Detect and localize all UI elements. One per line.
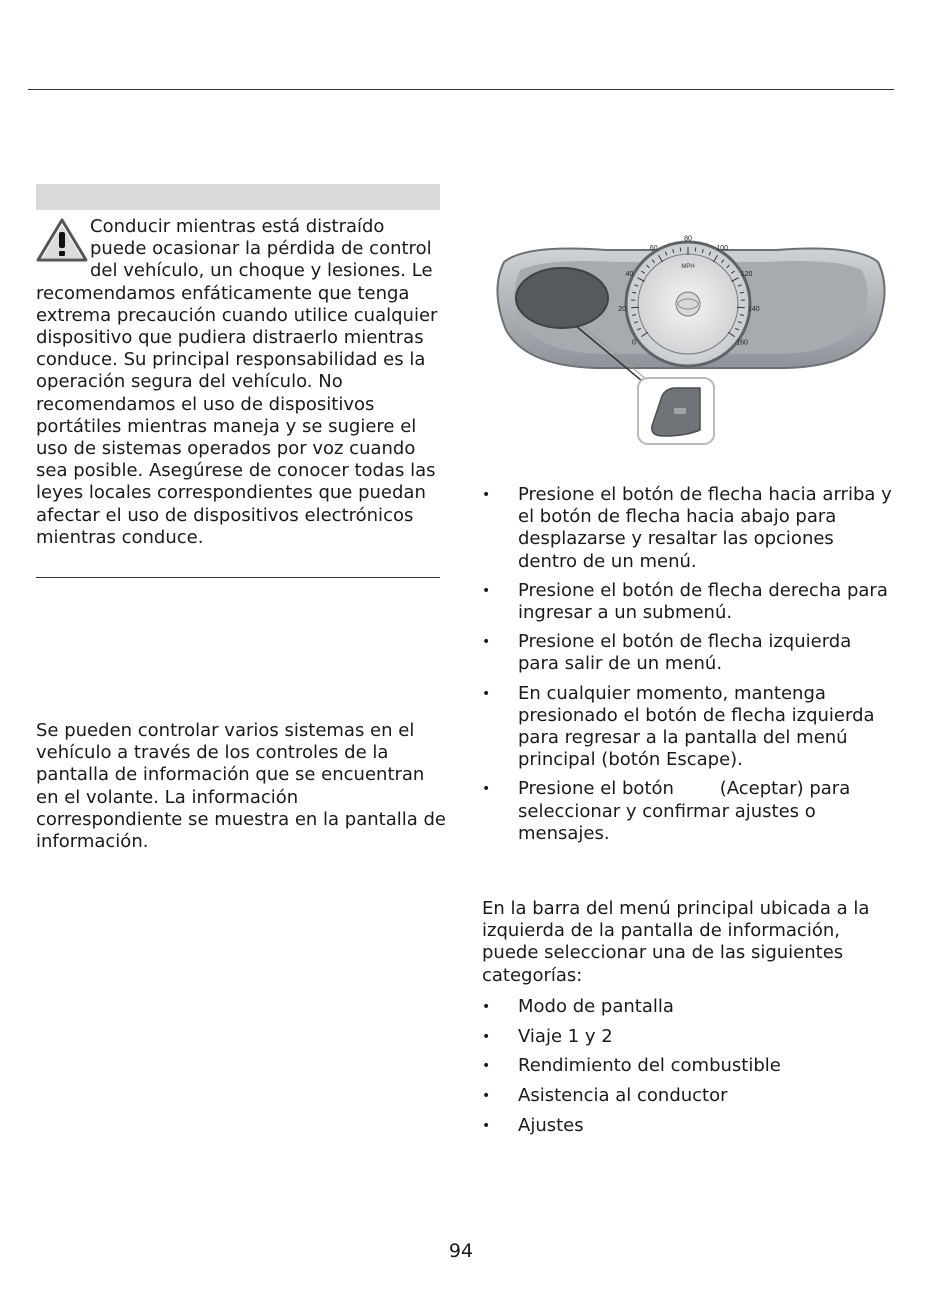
section-heading-band: [36, 184, 440, 210]
bullet: •: [482, 1028, 491, 1045]
speed-tick-label: 160: [736, 339, 748, 347]
list-item: • Viaje 1 y 2: [482, 1025, 613, 1047]
instrument-cluster-illustration: [486, 235, 892, 446]
list-item: • Modo de pantalla: [482, 996, 674, 1017]
list-item: • Ajustes: [482, 1114, 584, 1136]
bullet: •: [482, 781, 491, 798]
speed-tick-label: 0: [631, 339, 636, 347]
speed-tick: [695, 248, 696, 252]
bullet: •: [482, 999, 491, 1015]
list-item: • Presione el botón de flecha izquierda para salir de un menú.: [482, 631, 852, 675]
warning-text: Conducir mientras está distraído puede ocasionar la pérdida de control del vehículo, un choque y lesiones. Le recomendamos enfáticamente que tenga extrema precaución cuando utilice cualquier dispositivo que pudiera distraerlo mientras conduce. Su principal responsabilidad es la operación segura del vehículo. No recomendamos el uso de dispositivos portátiles mientras maneja y se sugiere el uso de sistemas operados por voz cuando sea posible. Asegúrese de conocer todas las leyes locales correspondientes que puedan afectar el uso de dispositivos electrónicos mientras conduce.: [36, 216, 438, 548]
bullet: •: [482, 1117, 491, 1134]
bullet: •: [482, 685, 491, 702]
list-item: • Rendimiento del combustible: [482, 1055, 781, 1077]
bullet: •: [482, 634, 491, 651]
speed-tick-label: 80: [684, 235, 692, 243]
intro-paragraph: Se pueden controlar varios sistemas en el vehículo a través de los controles de la pantalla de información que se encuentran en el volante. La información correspondiente se muestra en la pantalla de información.: [36, 720, 447, 853]
speed-tick: [631, 307, 639, 308]
speed-tick-label: 60: [649, 245, 658, 253]
list-item: • Asistencia al conductor: [482, 1085, 728, 1107]
speed-unit-label: MPH: [681, 264, 695, 270]
warning-end-rule: [36, 577, 440, 578]
bullet: •: [482, 1058, 491, 1075]
speed-tick-label: 140: [748, 305, 760, 313]
speed-tick-label: 20: [618, 305, 627, 313]
information-display-screen: [516, 268, 608, 328]
warning-block: [36, 216, 446, 549]
instructions-list: [482, 484, 894, 845]
bullet: •: [482, 582, 491, 599]
list-item: • Presione el botón de flecha derecha para ingresar a un submenú.: [482, 579, 888, 624]
header-rule: [28, 89, 894, 90]
speed-tick: [737, 307, 745, 308]
speed-tick-label: 120: [740, 271, 753, 279]
bullet: •: [482, 1088, 491, 1105]
list-item: • En cualquier momento, mantenga presionado el botón de flecha izquierda para regresar a la pantalla del menú principal (botón Escape).: [482, 682, 875, 771]
categories-list-block: [482, 996, 894, 1145]
instructions-list-block: [482, 484, 894, 852]
page-number: 94: [448, 1240, 474, 1262]
bullet: •: [482, 487, 491, 503]
categories-list: [482, 996, 894, 1137]
speed-tick-label: 40: [625, 271, 634, 279]
warning-triangle-icon: [36, 216, 90, 278]
speed-tick-label: 100: [716, 245, 729, 253]
list-item: • Presione el botón (Aceptar) para seleccionar y confirmar ajustes o mensajes.: [482, 778, 856, 844]
list-item: • Presione el botón de flecha hacia arriba y el botón de flecha hacia abajo para desplazarse y resaltar las opciones dentro de un menú.: [482, 484, 892, 572]
menu-intro-paragraph: En la barra del menú principal ubicada a la izquierda de la pantalla de información, puede seleccionar una de las siguientes categorías:: [482, 898, 870, 986]
speed-tick: [680, 248, 681, 252]
